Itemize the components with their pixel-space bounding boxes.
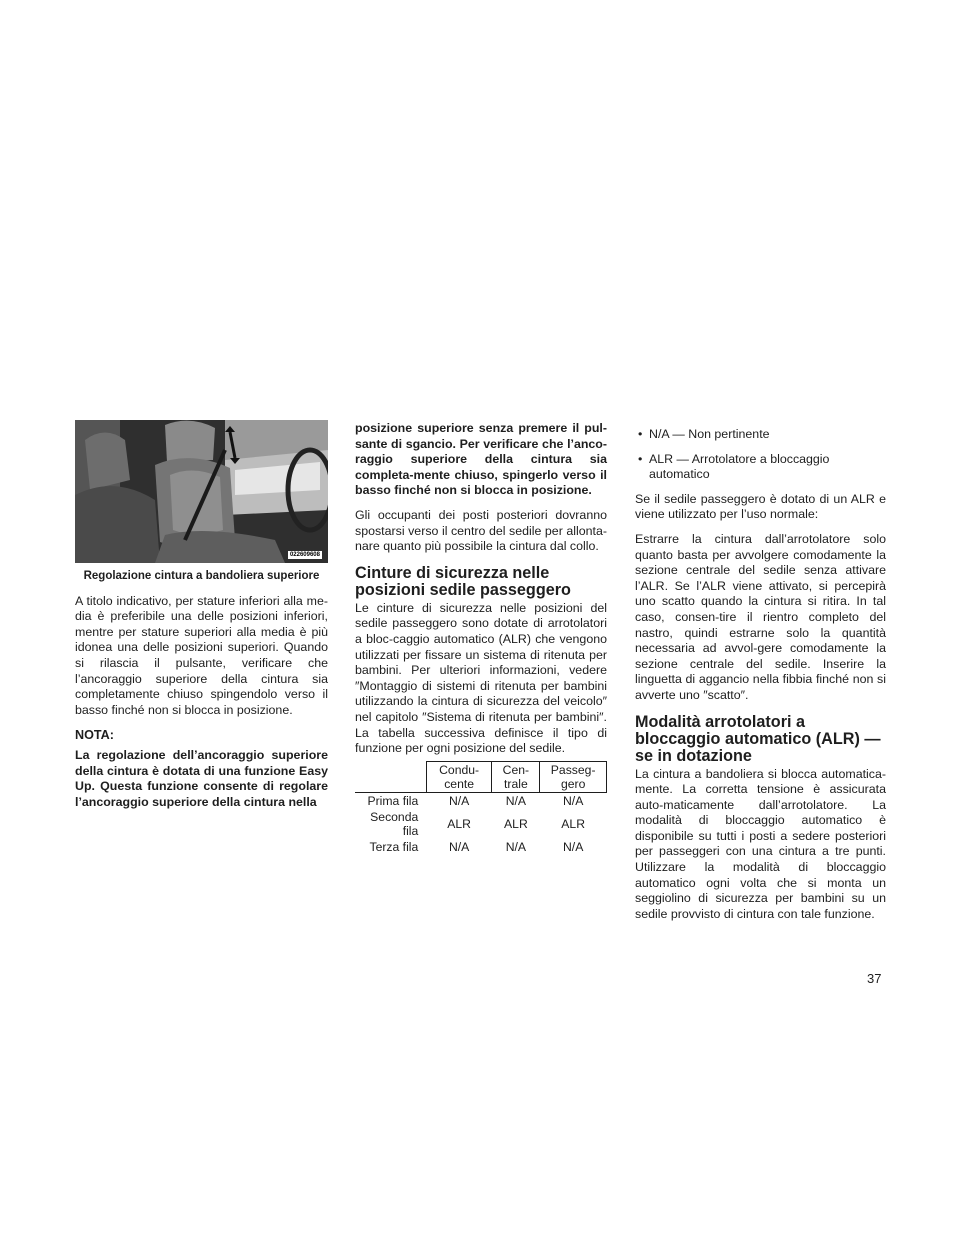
note-text: La regolazione dell’ancoraggio superiore della cintura è dotata di una funzione Easy Up. Questa funzione consente di regolare l’ancoraggio superiore della cintura nella [75,747,328,809]
table-cell: N/A [505,793,527,808]
row-label: Terza fila [369,839,419,854]
row-label: Seconda fila [370,809,419,838]
section-heading: Modalità arrotolatori a bloccaggio automatico (ALR) — se in dotazione [635,712,881,765]
table-cell: ALR [504,816,528,831]
legend-list [635,427,886,483]
seat-belt-photo [75,420,328,563]
table-cell: N/A [448,793,470,808]
table-corner [355,761,426,792]
table-cell: N/A [563,793,584,808]
figure-caption: Regolazione cintura a bandoliera superiore [83,570,320,582]
seat-illustration [75,420,328,563]
column-right [635,427,886,931]
table-cell: ALR [561,816,586,831]
section-heading: Cinture di sicurezza nelle posizioni sedile passeggero [355,563,571,599]
table-header: Cen-trale [492,761,540,792]
column-left [75,420,328,819]
row-label: Prima fila [367,793,419,808]
list-item [635,452,886,483]
list-item [635,427,886,443]
table-header: Condu-cente [426,761,492,792]
paragraph: Le cinture di sicurezza nelle posizioni del sedile passeggero sono dotate di arrotolatori a bloc-caggio automatico (ALR) che vengono utilizzati per fissare un sistema di ritenuta per bambini. Per ulteriori informazioni, vedere ″Montaggio di sistemi di ritenuta per bambini utilizzando la cintura di sicurezza del veicolo″ nel capitolo ″Sistema di ritenuta per bambini″. La tabella successiva definisce il tipo di funzione per ogni posizione del sedile. [355,600,607,756]
bullet: • [638,451,643,466]
table-row [355,792,607,809]
list-item-text: ALR — Arrotolatore a bloccaggio automatico [649,451,830,482]
bullet: • [638,427,643,441]
paragraph: La cintura a bandoliera si blocca automatica-mente. La corretta tensione è assicurata auto-maticamente dall’arrotolatore. La modalità di bloccaggio automatico è disponibile su tutti i posti a sedere posteriori per passeggeri con una cintura a tre punti. Utilizzare la modalità di bloccaggio automatico ogni volta che si monta un seggiolino di sicurezza per bambini su un sedile provvisto di cintura con tale funzione. [635,766,886,921]
table-header: Passeg-gero [540,761,607,792]
table-row [355,839,607,855]
note-continuation: posizione superiore senza premere il pul-sante di sgancio. Per verificare che l’anco-raggio superiore della cintura sia completa-mente chiuso, spingerlo verso il basso finché non si blocca in posizione. [355,421,607,498]
paragraph: Estrarre la cintura dall’arrotolatore solo quanto basta per avvolgere comodamente la sezione centrale del sedile senza attivare l’ALR. Se l’ALR viene attivato, si percepirà uno scatto quando la cintura si ritira. In tal caso, consen-tire il rientro completo del nastro, quindi estrarne solo la quantità necessaria ad avvol-gere comodamente la sezione centrale del sedile. Inserire la linguetta di aggancio nella fibbia finché non si avverte uno ″scatto″. [635,531,886,702]
list-item-text: N/A — Non pertinente [649,427,770,441]
table-cell: N/A [505,839,527,854]
column-middle [355,421,607,855]
paragraph: Se il sedile passeggero è dotato di un ALR e viene utilizzato per l’uso normale: [635,491,886,522]
seat-function-table [355,761,607,855]
table-cell: N/A [563,839,584,854]
table-cell: N/A [448,839,470,854]
note-title: NOTA: [75,728,114,743]
figure-code: 022609608 [289,552,320,558]
table-row [355,809,607,839]
page-number: 37 [867,971,882,986]
paragraph: A titolo indicativo, per stature inferiori alla me-dia è preferibile una delle posizioni inferiori, mentre per stature superiori alla media è più idonea una delle posizioni superiori. Quando si rilascia il pulsante, verificare che l’ancoraggio superiore della cintura sia completamente chiuso spingendolo verso il basso finché non si blocca in posizione. [75,593,328,717]
paragraph: Gli occupanti dei posti posteriori dovranno spostarsi verso il centro del sedile per allonta-nare quanto più possibile la cintura dal collo. [355,507,607,554]
table-cell: ALR [447,816,471,831]
